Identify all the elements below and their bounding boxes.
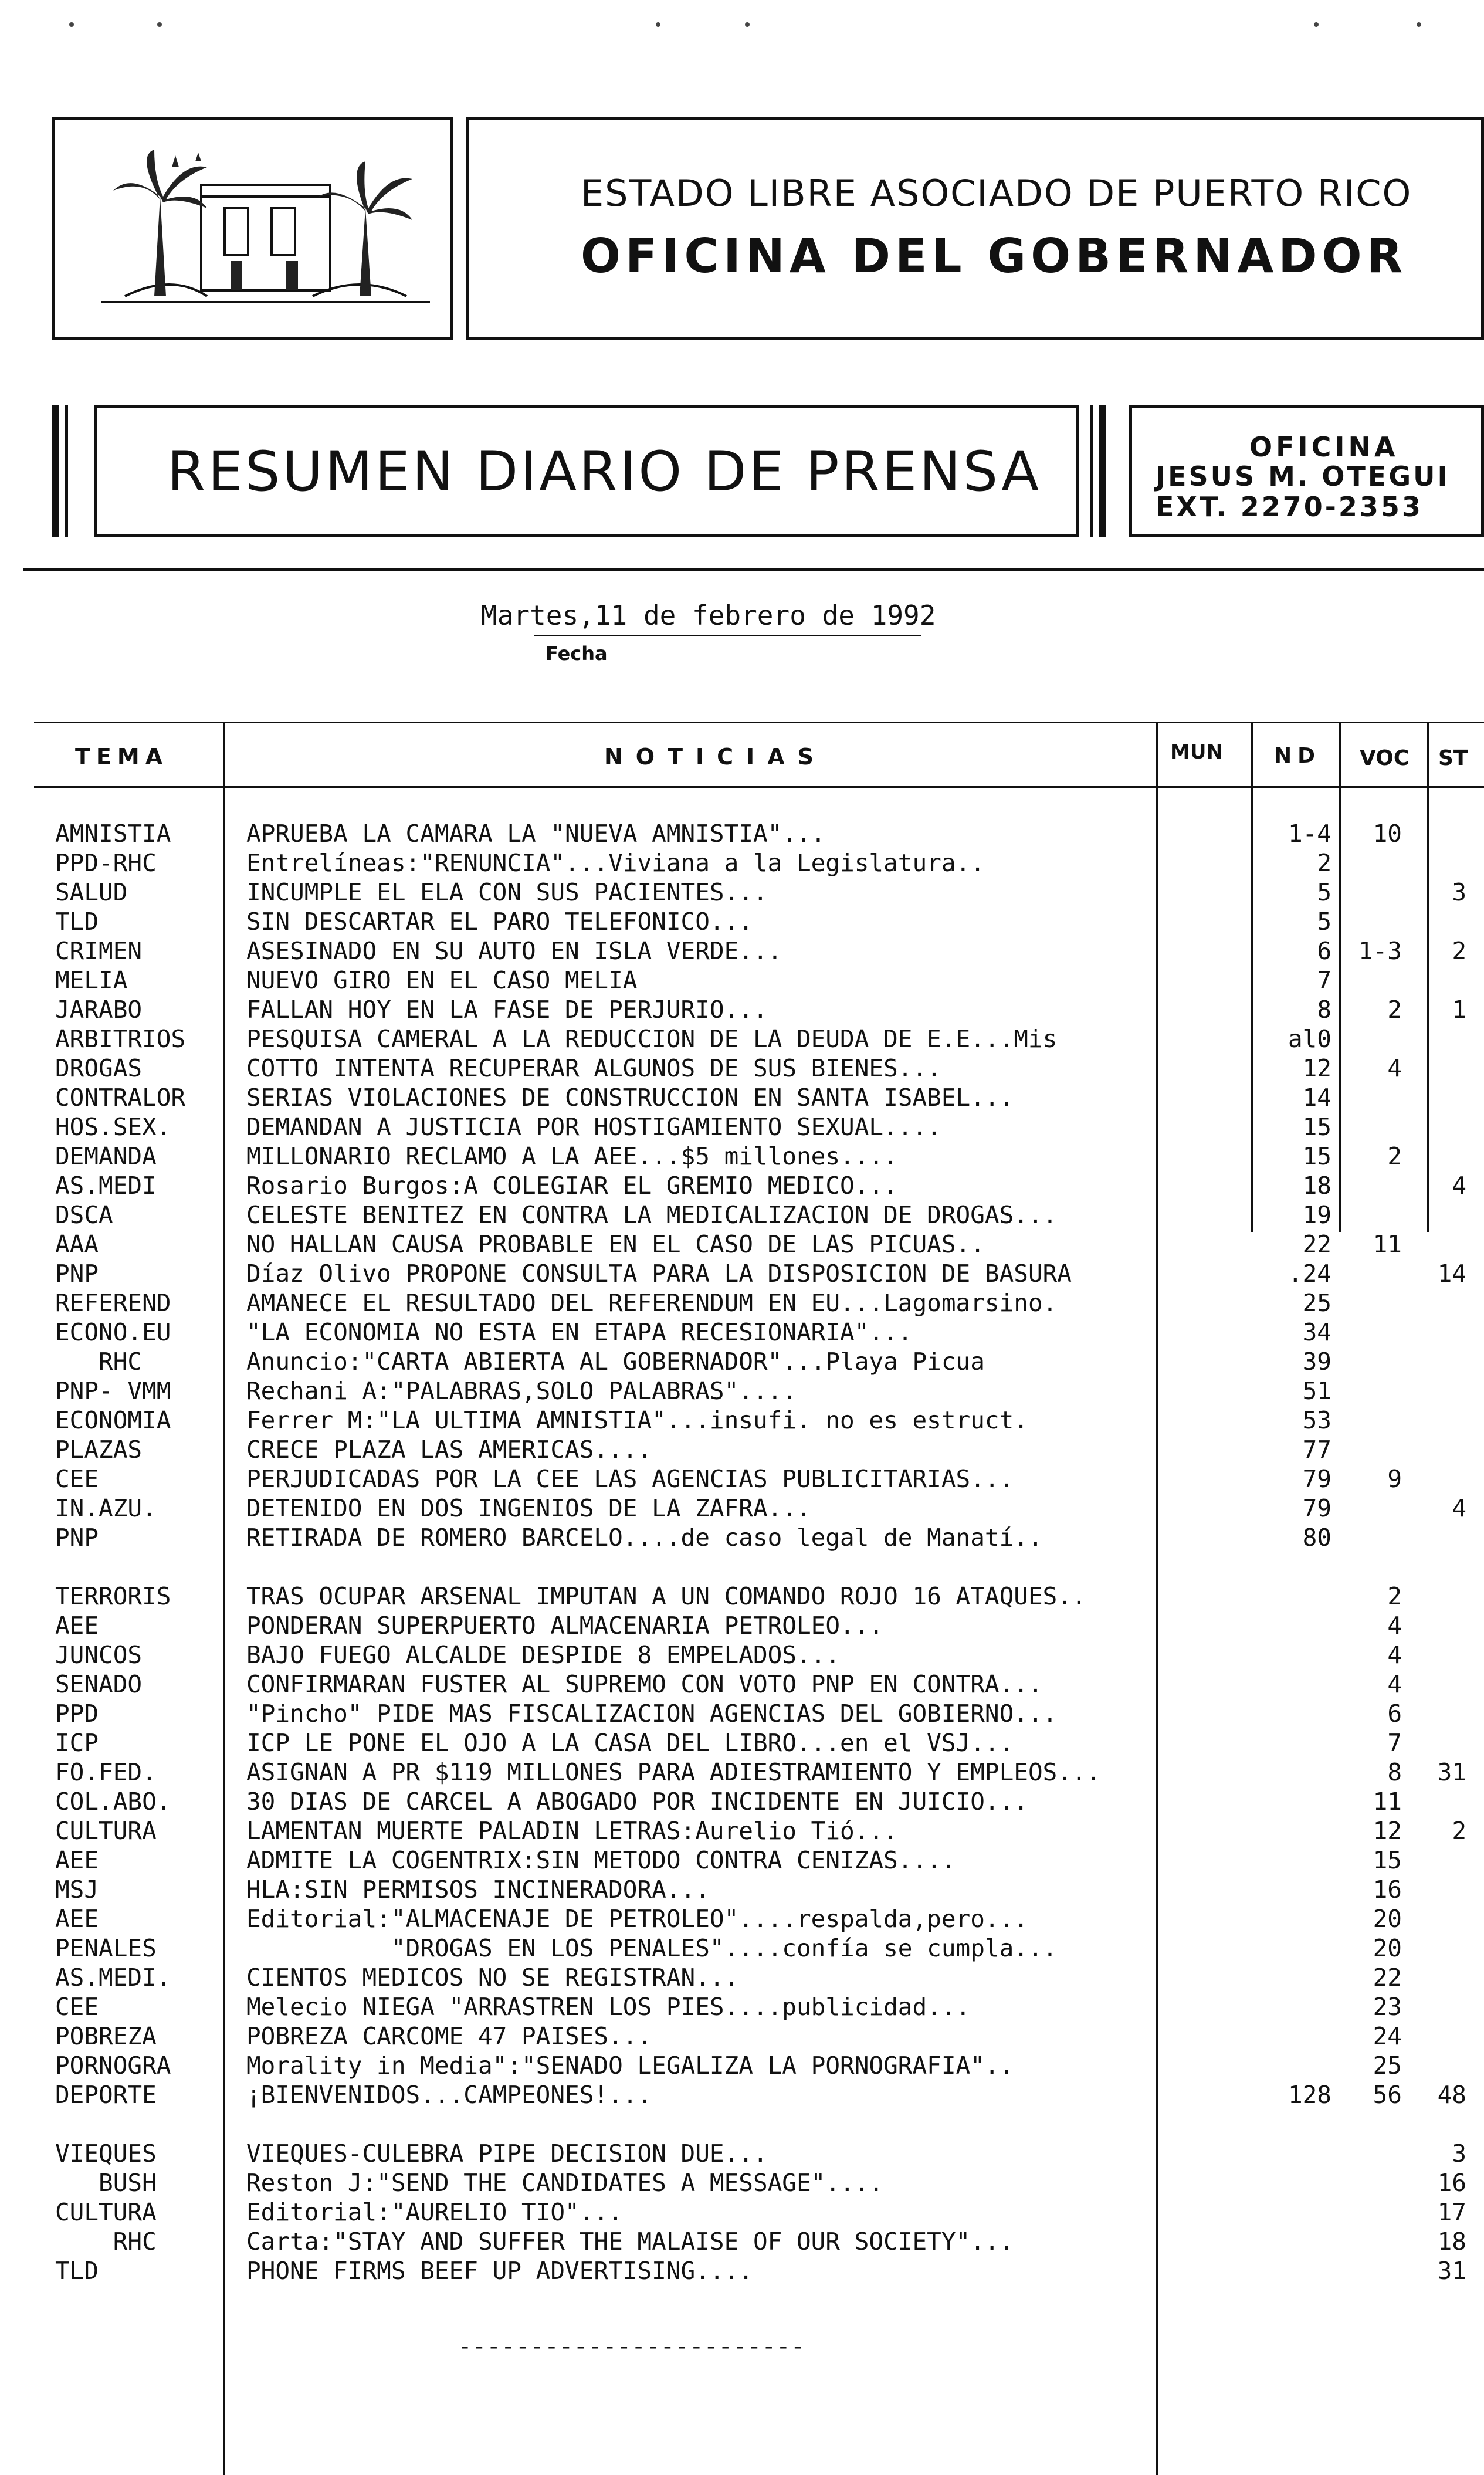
column-header-nd: ND bbox=[1274, 744, 1322, 768]
row-tema: PPD bbox=[55, 1699, 99, 1728]
title-bar-right bbox=[1099, 405, 1106, 537]
row-tema: MSJ bbox=[55, 1875, 99, 1904]
row-noticia: SIN DESCARTAR EL PARO TELEFONICO... bbox=[246, 908, 753, 936]
row-noticia: "DROGAS EN LOS PENALES"....confía se cumpla... bbox=[246, 1934, 1058, 1962]
row-st: 48 bbox=[1437, 2081, 1466, 2109]
row-noticia: HLA:SIN PERMISOS INCINERADORA... bbox=[246, 1875, 710, 1904]
row-noticia: "Pincho" PIDE MAS FISCALIZACION AGENCIAS DEL GOBIERNO... bbox=[246, 1699, 1058, 1728]
row-nd: al0 bbox=[1288, 1025, 1331, 1053]
row-st: 16 bbox=[1437, 2169, 1466, 2197]
row-noticia: LAMENTAN MUERTE PALADIN LETRAS:Aurelio Tió... bbox=[246, 1817, 898, 1845]
row-voc: 2 bbox=[1387, 1142, 1402, 1170]
punch-dot bbox=[745, 22, 750, 27]
row-nd: 12 bbox=[1302, 1054, 1331, 1082]
row-tema: DSCA bbox=[55, 1201, 113, 1229]
column-header-mun: MUN bbox=[1170, 740, 1223, 764]
fortaleza-illustration-icon bbox=[55, 120, 450, 337]
row-voc: 8 bbox=[1387, 1758, 1402, 1786]
row-noticia: ASESINADO EN SU AUTO EN ISLA VERDE... bbox=[246, 937, 782, 965]
row-st: 2 bbox=[1452, 1817, 1466, 1845]
row-voc: 7 bbox=[1387, 1729, 1402, 1757]
row-noticia: Rechani A:"PALABRAS,SOLO PALABRAS".... bbox=[246, 1377, 797, 1405]
row-tema: AAA bbox=[55, 1230, 99, 1258]
row-noticia: SERIAS VIOLACIONES DE CONSTRUCCION EN SANTA ISABEL... bbox=[246, 1084, 1014, 1112]
row-voc: 23 bbox=[1373, 1993, 1402, 2021]
row-noticia: CIENTOS MEDICOS NO SE REGISTRAN... bbox=[246, 1963, 739, 1992]
row-nd: 5 bbox=[1317, 908, 1331, 936]
row-nd: 1-4 bbox=[1288, 820, 1331, 848]
row-nd: 2 bbox=[1317, 849, 1331, 877]
row-tema: PORNOGRA bbox=[55, 2051, 171, 2080]
row-voc: 4 bbox=[1387, 1054, 1402, 1082]
row-noticia: 30 DIAS DE CARCEL A ABOGADO POR INCIDENTE EN JUICIO... bbox=[246, 1787, 1028, 1816]
row-nd: 18 bbox=[1302, 1172, 1331, 1200]
row-tema: SENADO bbox=[55, 1670, 143, 1698]
row-st: 4 bbox=[1452, 1172, 1466, 1200]
row-nd: 53 bbox=[1302, 1406, 1331, 1434]
row-voc: 1-3 bbox=[1358, 937, 1402, 965]
header-title-box bbox=[466, 117, 1484, 340]
row-noticia: Melecio NIEGA "ARRASTREN LOS PIES....publicidad... bbox=[246, 1993, 971, 2021]
row-tema: COL.ABO. bbox=[55, 1787, 171, 1816]
row-tema: AMNISTIA bbox=[55, 820, 171, 848]
row-nd: 128 bbox=[1288, 2081, 1331, 2109]
row-tema: PNP bbox=[55, 1523, 99, 1552]
row-noticia: COTTO INTENTA RECUPERAR ALGUNOS DE SUS BIENES... bbox=[246, 1054, 941, 1082]
row-tema: AEE bbox=[55, 1905, 99, 1933]
row-noticia: Editorial:"AURELIO TIO"... bbox=[246, 2198, 623, 2226]
row-voc: 22 bbox=[1373, 1963, 1402, 1992]
column-divider-voc bbox=[1427, 722, 1429, 1232]
office-label: OFICINA bbox=[1249, 431, 1399, 463]
row-noticia: Rosario Burgos:A COLEGIAR EL GREMIO MEDICO... bbox=[246, 1172, 898, 1200]
row-noticia: AMANECE EL RESULTADO DEL REFERENDUM EN EU...Lagomarsino. bbox=[246, 1289, 1058, 1317]
row-noticia: Reston J:"SEND THE CANDIDATES A MESSAGE".... bbox=[246, 2169, 884, 2197]
row-tema: CULTURA bbox=[55, 2198, 157, 2226]
row-tema: HOS.SEX. bbox=[55, 1113, 171, 1141]
office-box bbox=[1129, 405, 1484, 537]
row-st: 14 bbox=[1437, 1259, 1466, 1288]
row-noticia: INCUMPLE EL ELA CON SUS PACIENTES... bbox=[246, 878, 768, 906]
row-nd: 7 bbox=[1317, 966, 1331, 994]
row-tema: RHC bbox=[55, 2227, 157, 2256]
row-voc: 4 bbox=[1387, 1641, 1402, 1669]
row-tema: RHC bbox=[55, 1347, 143, 1376]
column-divider-noticias bbox=[1156, 722, 1158, 2475]
row-tema: ECONO.EU bbox=[55, 1318, 171, 1346]
row-nd: 39 bbox=[1302, 1347, 1331, 1376]
row-noticia: VIEQUES-CULEBRA PIPE DECISION DUE... bbox=[246, 2139, 768, 2168]
row-st: 1 bbox=[1452, 996, 1466, 1024]
title-box bbox=[94, 405, 1079, 537]
row-tema: DEPORTE bbox=[55, 2081, 157, 2109]
row-noticia: BAJO FUEGO ALCALDE DESPIDE 8 EMPELADOS... bbox=[246, 1641, 841, 1669]
column-header-tema: TEMA bbox=[75, 744, 169, 770]
row-nd: 15 bbox=[1302, 1142, 1331, 1170]
column-divider-tema bbox=[223, 722, 225, 2475]
row-tema: PNP bbox=[55, 1259, 99, 1288]
row-noticia: NO HALLAN CAUSA PROBABLE EN EL CASO DE LAS PICUAS.. bbox=[246, 1230, 985, 1258]
row-noticia: PESQUISA CAMERAL A LA REDUCCION DE LA DEUDA DE E.E...Mis bbox=[246, 1025, 1058, 1053]
row-tema: TERRORIS bbox=[55, 1582, 171, 1610]
table-header-rule bbox=[34, 786, 1484, 788]
header-separator bbox=[23, 568, 1484, 571]
row-noticia: DEMANDAN A JUSTICIA POR HOSTIGAMIENTO SEXUAL.... bbox=[246, 1113, 941, 1141]
row-tema: TLD bbox=[55, 908, 99, 936]
row-tema: PLAZAS bbox=[55, 1435, 143, 1464]
row-tema: FO.FED. bbox=[55, 1758, 157, 1786]
row-noticia: POBREZA CARCOME 47 PAISES... bbox=[246, 2022, 652, 2050]
row-tema: MELIA bbox=[55, 966, 128, 994]
title-bar-right-thin bbox=[1090, 405, 1093, 537]
row-noticia: DETENIDO EN DOS INGENIOS DE LA ZAFRA... bbox=[246, 1494, 811, 1522]
office-name: JESUS M. OTEGUI bbox=[1156, 461, 1450, 492]
row-nd: 80 bbox=[1302, 1523, 1331, 1552]
row-tema: AS.MEDI. bbox=[55, 1963, 171, 1992]
row-noticia: "LA ECONOMIA NO ESTA EN ETAPA RECESIONARIA"... bbox=[246, 1318, 913, 1346]
date-label: Fecha bbox=[546, 642, 608, 665]
row-voc: 56 bbox=[1373, 2081, 1402, 2109]
row-tema: PNP- VMM bbox=[55, 1377, 171, 1405]
row-voc: 24 bbox=[1373, 2022, 1402, 2050]
row-voc: 12 bbox=[1373, 1817, 1402, 1845]
row-nd: 8 bbox=[1317, 996, 1331, 1024]
row-nd: 34 bbox=[1302, 1318, 1331, 1346]
row-tema: IN.AZU. bbox=[55, 1494, 157, 1522]
row-nd: 25 bbox=[1302, 1289, 1331, 1317]
row-noticia: Entrelíneas:"RENUNCIA"...Viviana a la Legislatura.. bbox=[246, 849, 985, 877]
punch-dot bbox=[1314, 22, 1319, 27]
logo-box bbox=[52, 117, 453, 340]
row-nd: 14 bbox=[1302, 1084, 1331, 1112]
row-voc: 25 bbox=[1373, 2051, 1402, 2080]
row-voc: 2 bbox=[1387, 1582, 1402, 1610]
row-nd: 79 bbox=[1302, 1494, 1331, 1522]
row-noticia: PONDERAN SUPERPUERTO ALMACENARIA PETROLEO... bbox=[246, 1611, 884, 1640]
row-tema: SALUD bbox=[55, 878, 128, 906]
row-st: 2 bbox=[1452, 937, 1466, 965]
row-nd: 22 bbox=[1302, 1230, 1331, 1258]
row-noticia: ASIGNAN A PR $119 MILLONES PARA ADIESTRAMIENTO Y EMPLEOS... bbox=[246, 1758, 1101, 1786]
row-voc: 20 bbox=[1373, 1934, 1402, 1962]
row-voc: 9 bbox=[1387, 1465, 1402, 1493]
column-header-voc: VOC bbox=[1360, 746, 1410, 770]
row-st: 31 bbox=[1437, 1758, 1466, 1786]
row-tema: PPD-RHC bbox=[55, 849, 157, 877]
date-value: Martes,11 de febrero de 1992 bbox=[481, 600, 936, 631]
row-noticia: ¡BIENVENIDOS...CAMPEONES!... bbox=[246, 2081, 652, 2109]
column-divider-nd bbox=[1339, 722, 1341, 1232]
row-noticia: PHONE FIRMS BEEF UP ADVERTISING.... bbox=[246, 2257, 753, 2285]
header-line-1: ESTADO LIBRE ASOCIADO DE PUERTO RICO bbox=[581, 172, 1412, 215]
row-tema: CRIMEN bbox=[55, 937, 143, 965]
row-nd: 77 bbox=[1302, 1435, 1331, 1464]
row-tema: TLD bbox=[55, 2257, 99, 2285]
row-noticia: PERJUDICADAS POR LA CEE LAS AGENCIAS PUBLICITARIAS... bbox=[246, 1465, 1014, 1493]
row-voc: 16 bbox=[1373, 1875, 1402, 1904]
punch-dot bbox=[656, 22, 660, 27]
row-noticia: Editorial:"ALMACENAJE DE PETROLEO"....respalda,pero... bbox=[246, 1905, 1028, 1933]
row-tema: AEE bbox=[55, 1611, 99, 1640]
row-tema: CULTURA bbox=[55, 1817, 157, 1845]
row-nd: 6 bbox=[1317, 937, 1331, 965]
header-line-2: OFICINA DEL GOBERNADOR bbox=[581, 229, 1408, 283]
row-voc: 10 bbox=[1373, 820, 1402, 848]
footer-rule: ------------------------ bbox=[458, 2332, 805, 2360]
row-noticia: MILLONARIO RECLAMO A LA AEE...$5 millones.... bbox=[246, 1142, 898, 1170]
row-nd: 5 bbox=[1317, 878, 1331, 906]
row-st: 18 bbox=[1437, 2227, 1466, 2256]
row-voc: 2 bbox=[1387, 996, 1402, 1024]
row-noticia: Ferrer M:"LA ULTIMA AMNISTIA"...insufi. no es estruct. bbox=[246, 1406, 1028, 1434]
row-st: 3 bbox=[1452, 878, 1466, 906]
document-title: RESUMEN DIARIO DE PRENSA bbox=[167, 440, 1042, 504]
row-voc: 11 bbox=[1373, 1787, 1402, 1816]
row-tema: CEE bbox=[55, 1993, 99, 2021]
row-noticia: CELESTE BENITEZ EN CONTRA LA MEDICALIZACION DE DROGAS... bbox=[246, 1201, 1058, 1229]
row-nd: 15 bbox=[1302, 1113, 1331, 1141]
row-noticia: FALLAN HOY EN LA FASE DE PERJURIO... bbox=[246, 996, 768, 1024]
title-bar-left bbox=[52, 405, 59, 537]
row-tema: ARBITRIOS bbox=[55, 1025, 186, 1053]
row-nd: 19 bbox=[1302, 1201, 1331, 1229]
row-st: 3 bbox=[1452, 2139, 1466, 2168]
row-voc: 15 bbox=[1373, 1846, 1402, 1874]
column-divider-mun bbox=[1251, 722, 1253, 1232]
row-noticia: NUEVO GIRO EN EL CASO MELIA bbox=[246, 966, 638, 994]
row-voc: 11 bbox=[1373, 1230, 1402, 1258]
row-noticia: ICP LE PONE EL OJO A LA CASA DEL LIBRO...en el VSJ... bbox=[246, 1729, 1014, 1757]
row-nd: 51 bbox=[1302, 1377, 1331, 1405]
column-header-st: ST bbox=[1438, 746, 1468, 770]
row-voc: 4 bbox=[1387, 1670, 1402, 1698]
row-voc: 6 bbox=[1387, 1699, 1402, 1728]
row-tema: JARABO bbox=[55, 996, 143, 1024]
row-tema: JUNCOS bbox=[55, 1641, 143, 1669]
row-tema: CEE bbox=[55, 1465, 99, 1493]
punch-dot bbox=[157, 22, 162, 27]
row-st: 17 bbox=[1437, 2198, 1466, 2226]
row-noticia: Anuncio:"CARTA ABIERTA AL GOBERNADOR"...Playa Picua bbox=[246, 1347, 985, 1376]
office-extension: EXT. 2270-2353 bbox=[1156, 491, 1423, 523]
row-noticia: Carta:"STAY AND SUFFER THE MALAISE OF OUR SOCIETY"... bbox=[246, 2227, 1014, 2256]
row-noticia: APRUEBA LA CAMARA LA "NUEVA AMNISTIA"... bbox=[246, 820, 826, 848]
row-noticia: Díaz Olivo PROPONE CONSULTA PARA LA DISPOSICION DE BASURA bbox=[246, 1259, 1072, 1288]
row-tema: VIEQUES bbox=[55, 2139, 157, 2168]
row-tema: PENALES bbox=[55, 1934, 157, 1962]
row-noticia: RETIRADA DE ROMERO BARCELO....de caso legal de Manatí.. bbox=[246, 1523, 1043, 1552]
row-tema: ECONOMIA bbox=[55, 1406, 171, 1434]
row-noticia: CRECE PLAZA LAS AMERICAS.... bbox=[246, 1435, 652, 1464]
row-tema: AEE bbox=[55, 1846, 99, 1874]
row-noticia: Morality in Media":"SENADO LEGALIZA LA PORNOGRAFIA".. bbox=[246, 2051, 1014, 2080]
row-tema: BUSH bbox=[55, 2169, 157, 2197]
punch-dot bbox=[69, 22, 74, 27]
row-tema: DROGAS bbox=[55, 1054, 143, 1082]
date-underline bbox=[534, 635, 921, 636]
punch-dot bbox=[1417, 22, 1421, 27]
row-tema: AS.MEDI bbox=[55, 1172, 157, 1200]
row-st: 31 bbox=[1437, 2257, 1466, 2285]
row-tema: DEMANDA bbox=[55, 1142, 157, 1170]
row-tema: ICP bbox=[55, 1729, 99, 1757]
row-st: 4 bbox=[1452, 1494, 1466, 1522]
row-noticia: ADMITE LA COGENTRIX:SIN METODO CONTRA CENIZAS.... bbox=[246, 1846, 956, 1874]
row-voc: 20 bbox=[1373, 1905, 1402, 1933]
row-nd: .24 bbox=[1288, 1259, 1331, 1288]
row-noticia: TRAS OCUPAR ARSENAL IMPUTAN A UN COMANDO ROJO 16 ATAQUES.. bbox=[246, 1582, 1086, 1610]
table-top-rule bbox=[34, 722, 1484, 723]
row-tema: CONTRALOR bbox=[55, 1084, 186, 1112]
row-tema: REFEREND bbox=[55, 1289, 171, 1317]
title-bar-left-thin bbox=[65, 405, 68, 537]
row-nd: 79 bbox=[1302, 1465, 1331, 1493]
column-header-noticias: NOTICIAS bbox=[604, 744, 826, 770]
row-voc: 4 bbox=[1387, 1611, 1402, 1640]
row-tema: POBREZA bbox=[55, 2022, 157, 2050]
row-noticia: CONFIRMARAN FUSTER AL SUPREMO CON VOTO PNP EN CONTRA... bbox=[246, 1670, 1043, 1698]
